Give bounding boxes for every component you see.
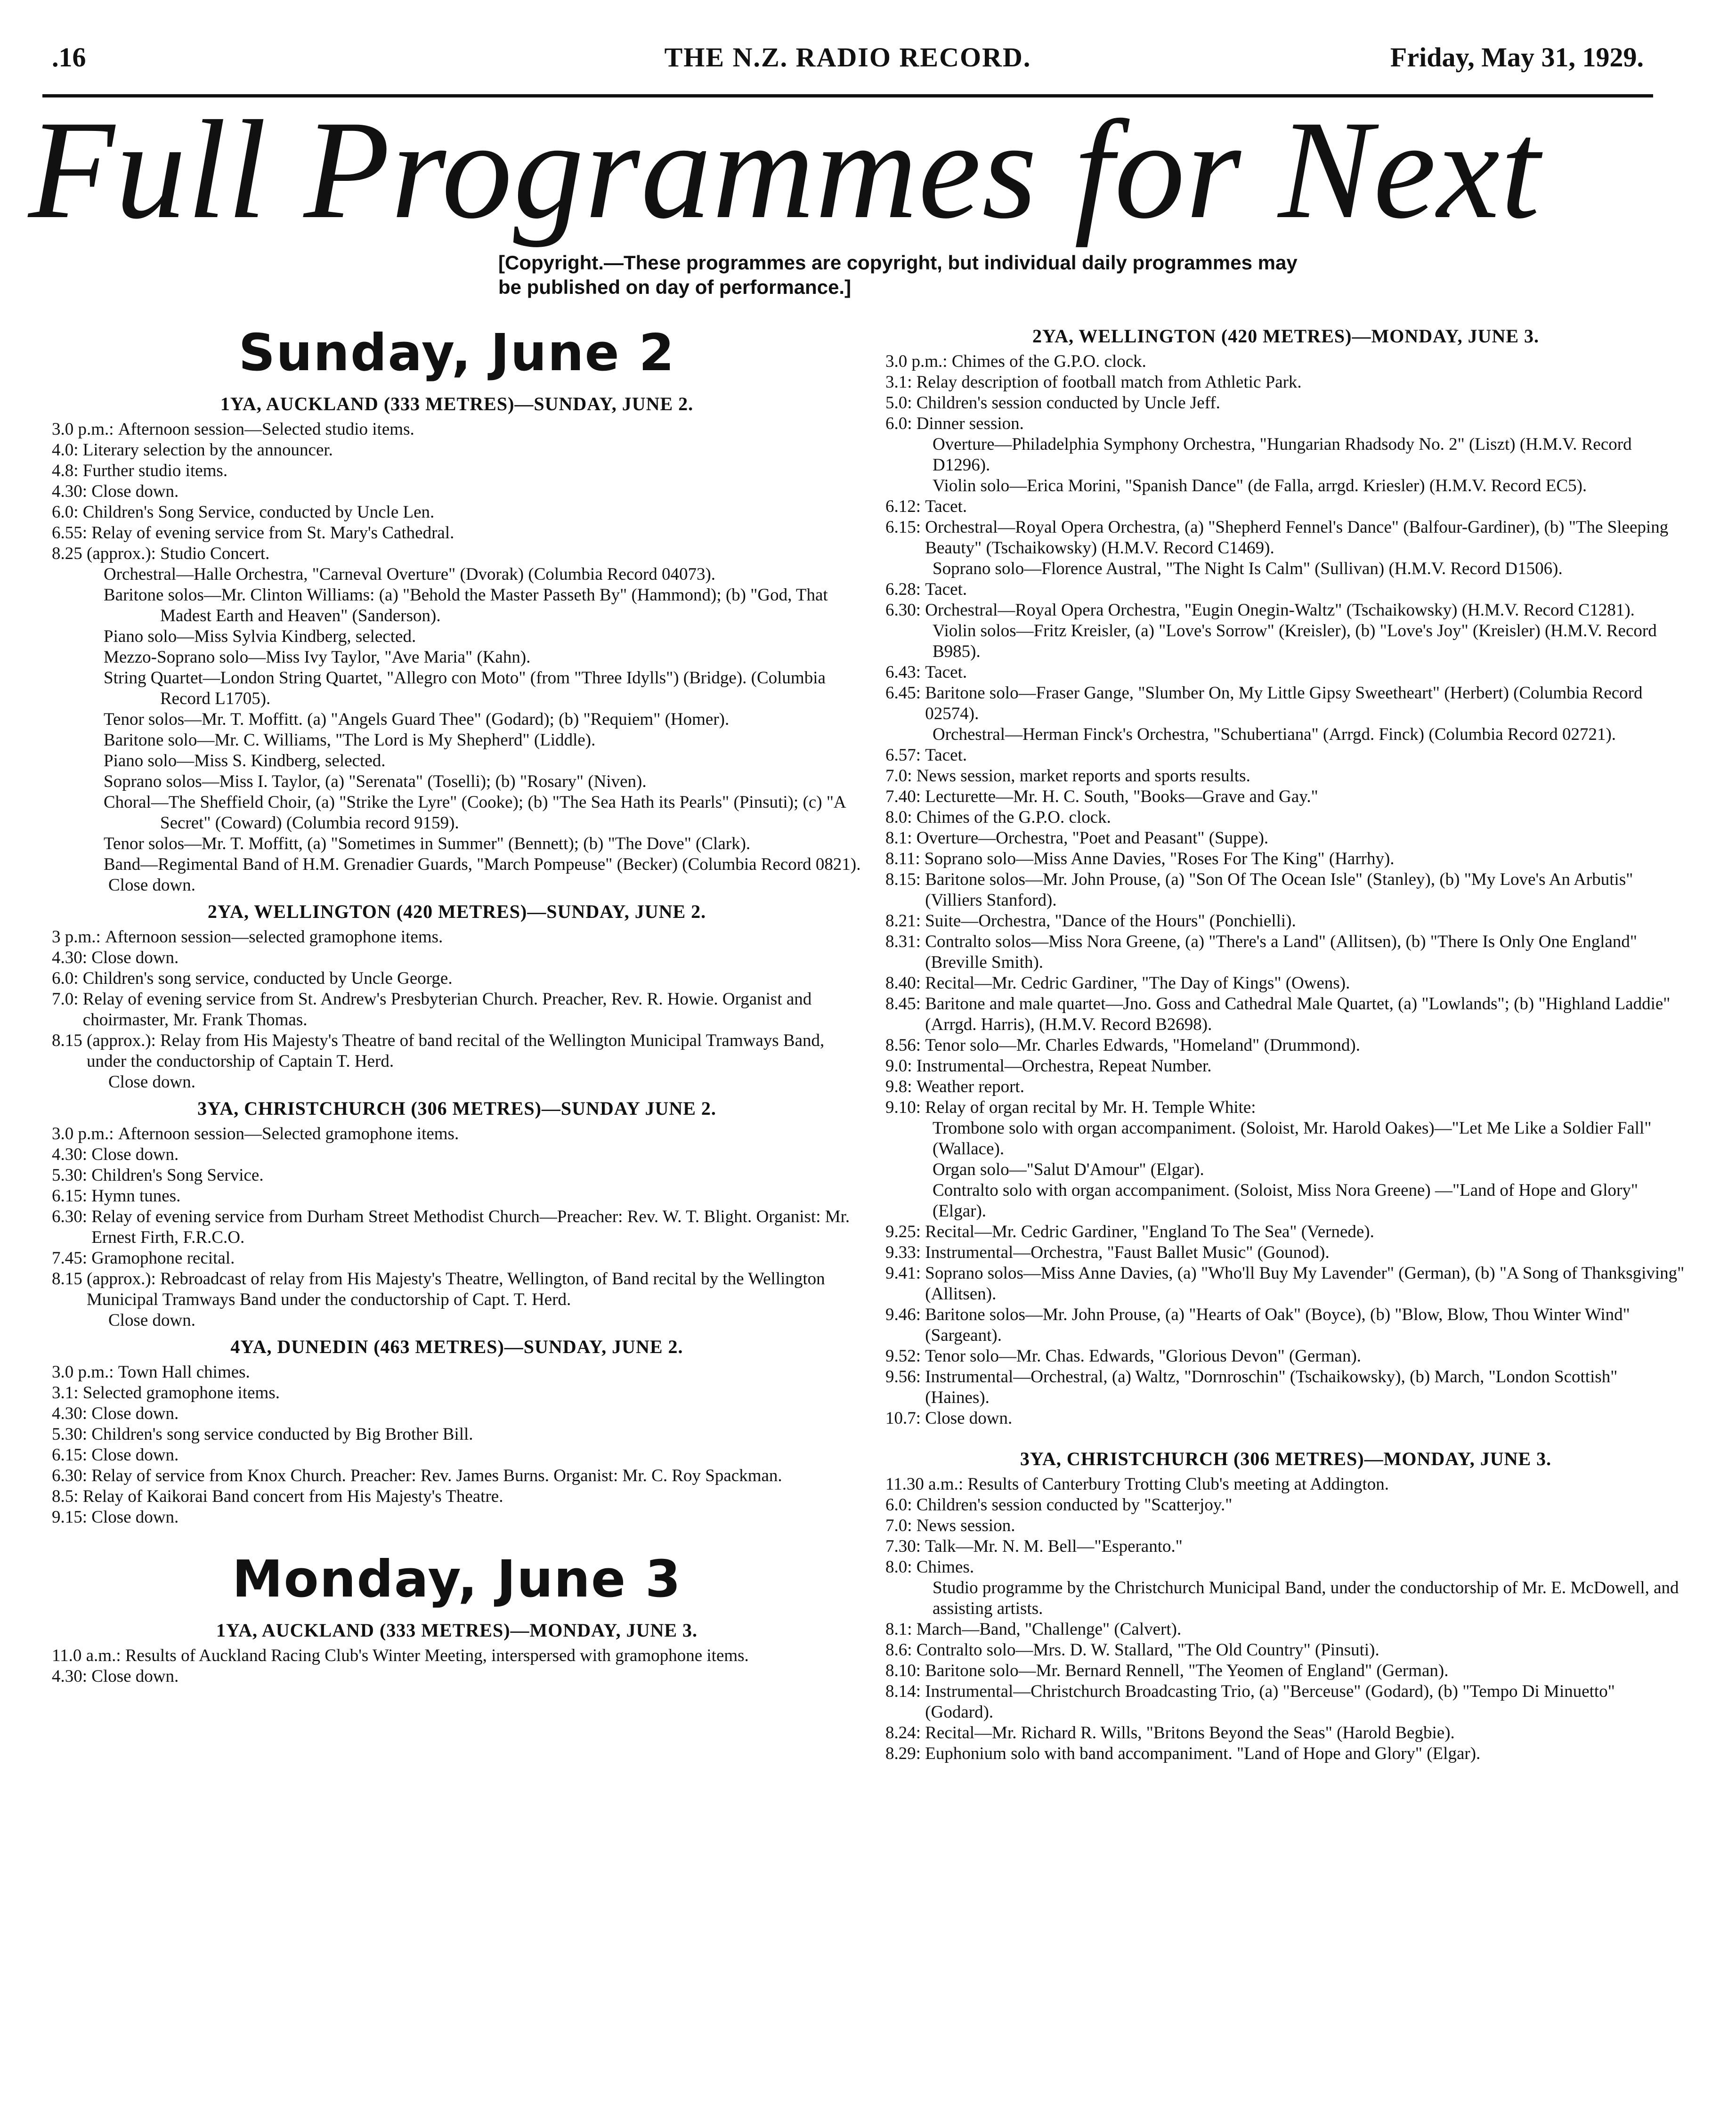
schedule-item — [885, 1346, 1686, 1367]
desc: Euphonium solo with band accompaniment. "Land of Hope and Glory" (Elgar). — [925, 1744, 1481, 1763]
desc: Contralto solos—Miss Nora Greene, (a) "There's a Land" (Allitsen), (b) "There Is Only One England" (Breville Smith). — [925, 932, 1638, 972]
desc: Trombone solo with organ accompaniment. (Soloist, Mr. Harold Oakes)—"Let Me Like a Soldier Fall" (Wallace). — [933, 1119, 1652, 1159]
time: 7.0: — [885, 1516, 912, 1535]
time: 3.0 p.m.: — [52, 420, 114, 439]
program-subitem — [885, 1578, 1686, 1619]
schedule-item — [885, 1661, 1686, 1681]
schedule-item — [52, 1030, 862, 1072]
time: 4.30: — [52, 482, 88, 501]
time: 3.1: — [52, 1383, 79, 1403]
schedule-item — [885, 1408, 1686, 1429]
program-subitem — [885, 724, 1686, 745]
schedule-item — [52, 1207, 862, 1248]
time: 3.0 p.m.: — [52, 1124, 114, 1143]
schedule-item — [885, 1077, 1686, 1097]
time: 8.6: — [885, 1640, 912, 1660]
desc: (approx.): Studio Concert. — [87, 544, 270, 563]
desc: Afternoon session—Selected studio items. — [118, 420, 414, 439]
right-column — [885, 320, 1686, 1764]
program-item: Soprano solos—Miss I. Taylor, (a) "Serenata" (Toselli); (b) "Rosary" (Niven). — [104, 772, 647, 791]
schedule-item — [885, 600, 1686, 621]
time: 8.29: — [885, 1744, 921, 1763]
time: 6.0: — [885, 1495, 912, 1515]
time: 7.45: — [52, 1249, 88, 1268]
desc: Talk—Mr. N. M. Bell—"Esperanto." — [925, 1537, 1183, 1556]
desc: Selected gramophone items. — [82, 1383, 280, 1403]
schedule-item — [52, 989, 862, 1030]
schedule-item — [52, 1124, 862, 1144]
desc: Close down. — [91, 482, 179, 501]
time: 6.30: — [52, 1466, 88, 1485]
time: 8.14: — [885, 1682, 921, 1701]
desc: Results of Auckland Racing Club's Winter Meeting, interspersed with gramophone items. — [125, 1646, 749, 1665]
schedule-item — [52, 1165, 862, 1186]
desc: Relay of organ recital by Mr. H. Temple White: — [925, 1098, 1256, 1117]
time: 11.30 a.m.: — [885, 1475, 964, 1494]
desc: Close down. — [91, 1667, 179, 1686]
desc: Town Hall chimes. — [118, 1362, 250, 1382]
time: 9.10: — [885, 1098, 921, 1117]
time: 8.1: — [885, 1620, 912, 1639]
desc: Children's song service, conducted by Uncle George. — [82, 969, 453, 988]
schedule-item — [885, 1242, 1686, 1263]
time: 6.15: — [52, 1186, 88, 1206]
headline: Full Programmes for Next — [28, 91, 1541, 248]
station-heading: 3YA, CHRISTCHURCH (306 METRES)—MONDAY, JUNE 3. — [1020, 1448, 1552, 1469]
schedule-item — [52, 1269, 862, 1310]
program-item: Tenor solos—Mr. T. Moffitt. (a) "Angels Guard Thee" (Godard); (b) "Requiem" (Homer). — [104, 710, 730, 729]
desc: Studio programme by the Christchurch Municipal Band, under the conductorship of Mr. E. McDowell, and assisting artists. — [933, 1578, 1679, 1618]
desc: Baritone solos—Mr. John Prouse, (a) "Hearts of Oak" (Boyce), (b) "Blow, Blow, Thou Winter Wind" (Sargeant). — [925, 1305, 1630, 1345]
desc: Close down. — [91, 1445, 179, 1465]
program-subitem — [885, 1180, 1686, 1222]
schedule-item — [52, 523, 862, 543]
time: 6.30: — [52, 1207, 88, 1226]
time: 7.40: — [885, 787, 921, 806]
program-item: Mezzo-Soprano solo—Miss Ivy Taylor, "Ave Maria" (Kahn). — [104, 648, 531, 667]
schedule-item — [52, 1362, 862, 1383]
schedule-item — [885, 413, 1686, 434]
schedule-item — [52, 927, 862, 948]
desc: (approx.): Relay from His Majesty's Theatre of band recital of the Wellington Municipal Tramways Band, under the conductorship of Captain T. Herd. — [87, 1031, 825, 1071]
desc: March—Band, "Challenge" (Calvert). — [916, 1620, 1182, 1639]
schedule-item — [885, 1367, 1686, 1408]
schedule-item — [885, 1035, 1686, 1056]
copyright-notice: [Copyright.—These programmes are copyright, but individual daily programmes may be published on day of performance.] — [498, 251, 1298, 298]
time: 7.30: — [885, 1537, 921, 1556]
program-subitem — [885, 621, 1686, 662]
desc: Tenor solo—Mr. Charles Edwards, "Homeland" (Drummond). — [925, 1036, 1360, 1055]
issue-date: Friday, May 31, 1929. — [1390, 42, 1644, 73]
desc: Orchestral—Royal Opera Orchestra, "Eugin Onegin-Waltz" (Tschaikowsky) (H.M.V. Record C1281). — [925, 600, 1635, 620]
schedule-list — [52, 1362, 862, 1528]
schedule-item — [885, 351, 1686, 372]
schedule-item — [885, 579, 1686, 600]
desc: Results of Canterbury Trotting Club's meeting at Addington. — [967, 1475, 1389, 1494]
schedule-item — [885, 496, 1686, 517]
desc: Overture—Philadelphia Symphony Orchestra, "Hungarian Rhadsody No. 2" (Liszt) (H.M.V. Record D1296). — [933, 435, 1632, 475]
time: 11.0 a.m.: — [52, 1646, 121, 1665]
program-item: Tenor solos—Mr. T. Moffitt, (a) "Sometimes in Summer" (Bennett); (b) "The Dove" (Clark). — [104, 834, 751, 853]
schedule-item — [885, 766, 1686, 786]
schedule-item — [52, 481, 862, 502]
desc: Close down. — [91, 948, 179, 967]
desc: Soprano solo—Miss Anne Davies, "Roses For The King" (Harrhy). — [924, 849, 1395, 868]
program-item: Baritone solos—Mr. Clinton Williams: (a) "Behold the Master Passeth By" (Hammond); (b) "God, That Madest Earth and Heaven" (Sanderson). — [104, 585, 828, 625]
desc: Soprano solo—Florence Austral, "The Night Is Calm" (Sullivan) (H.M.V. Record D1506). — [933, 559, 1563, 578]
desc: Relay of evening service from St. Mary's Cathedral. — [91, 523, 454, 543]
newspaper-title: THE N.Z. RADIO RECORD. — [664, 42, 1031, 73]
schedule-list — [52, 1646, 862, 1687]
desc: Orchestral—Royal Opera Orchestra, (a) "Shepherd Fennel's Dance" (Balfour-Gardiner), (b) "The Sleeping Beauty" (Tschaikowsky) (H.M.V. Record C1469). — [925, 518, 1669, 558]
desc: Baritone solo—Fraser Gange, "Slumber On, My Little Gipsy Sweetheart" (Herbert) (Columbia Record 02574). — [925, 683, 1643, 723]
desc: (approx.): Rebroadcast of relay from His Majesty's Theatre, Wellington, of Band recital by the Wellington Municipal Tramways Band under the conductorship of Capt. T. Herd. — [87, 1269, 825, 1309]
schedule-item — [885, 828, 1686, 849]
desc: Tenor solo—Mr. Chas. Edwards, "Glorious Devon" (German). — [925, 1346, 1362, 1366]
schedule-item — [52, 1403, 862, 1424]
time: 4.30: — [52, 1667, 88, 1686]
desc: Violin solos—Fritz Kreisler, (a) "Love's Sorrow" (Kreisler), (b) "Love's Joy" (Kreisler) (H.M.V. Record B985). — [933, 621, 1657, 661]
schedule-item — [885, 1557, 1686, 1578]
time: 8.21: — [885, 911, 921, 931]
schedule-item — [52, 440, 862, 461]
time: 9.52: — [885, 1346, 921, 1366]
time: 9.8: — [885, 1077, 912, 1096]
schedule-list — [52, 419, 862, 896]
schedule-item — [885, 662, 1686, 683]
time: 6.15: — [52, 1445, 88, 1465]
schedule-item — [52, 1424, 862, 1445]
schedule-item — [885, 911, 1686, 932]
desc: Children's session conducted by "Scatterjoy." — [916, 1495, 1233, 1515]
time: 9.25: — [885, 1222, 921, 1241]
schedule-item — [885, 745, 1686, 766]
time: 5.30: — [52, 1425, 88, 1444]
schedule-item — [52, 1646, 862, 1666]
station-heading: 1YA, AUCKLAND (333 METRES)—SUNDAY, JUNE 2. — [220, 393, 694, 414]
program-item: Choral—The Sheffield Choir, (a) "Strike the Lyre" (Cooke); (b) "The Sea Hath its Pearls" (Pinsuti); (c) "A Secret" (Coward) (Columbia record 9159). — [104, 793, 845, 833]
schedule-item — [52, 968, 862, 989]
desc: Contralto solo—Mrs. D. W. Stallard, "The Old Country" (Pinsuti). — [916, 1640, 1379, 1660]
time: 8.15 — [52, 1269, 82, 1289]
schedule-list — [52, 927, 862, 1093]
station-heading: 2YA, WELLINGTON (420 METRES)—SUNDAY, JUNE 2. — [207, 901, 706, 922]
time: 8.0: — [885, 1557, 912, 1577]
time: 6.0: — [885, 414, 912, 433]
schedule-item — [885, 1474, 1686, 1495]
schedule-item — [885, 973, 1686, 994]
station-heading: 2YA, WELLINGTON (420 METRES)—MONDAY, JUNE 3. — [1032, 325, 1540, 347]
time: 8.5: — [52, 1487, 79, 1506]
schedule-item — [885, 683, 1686, 724]
close-down: Close down. — [108, 876, 195, 895]
schedule-item — [885, 1516, 1686, 1536]
time: 5.30: — [52, 1166, 88, 1185]
page-header — [42, 38, 1653, 97]
desc: Lecturette—Mr. H. C. South, "Books—Grave and Gay." — [925, 787, 1318, 806]
desc: Hymn tunes. — [91, 1186, 181, 1206]
schedule-item — [885, 1681, 1686, 1723]
program-subitem — [885, 1159, 1686, 1180]
program-subitem — [885, 434, 1686, 476]
schedule-item — [885, 1305, 1686, 1346]
time: 4.30: — [52, 1145, 88, 1164]
schedule-item — [52, 543, 862, 564]
desc: Recital—Mr. Richard R. Wills, "Britons Beyond the Seas" (Harold Begbie). — [925, 1723, 1455, 1743]
time: 5.0: — [885, 393, 912, 413]
schedule-item — [52, 1186, 862, 1207]
time: 6.12: — [885, 497, 921, 516]
close-down: Close down. — [108, 1072, 195, 1092]
desc: Tacet. — [925, 746, 967, 765]
time: 9.56: — [885, 1367, 921, 1386]
day-heading-monday: Monday, June 3 — [232, 1550, 681, 1609]
schedule-item — [885, 869, 1686, 911]
desc: Baritone solos—Mr. John Prouse, (a) "Son Of The Ocean Isle" (Stanley), (b) "My Love's An Arbutis" (Villiers Stanford). — [925, 870, 1633, 910]
time: 6.43: — [885, 663, 921, 682]
schedule-item — [885, 932, 1686, 973]
schedule-item — [52, 1445, 862, 1466]
desc: Instrumental—Orchestra, "Faust Ballet Music" (Gounod). — [925, 1243, 1330, 1262]
time: 7.0: — [52, 989, 79, 1009]
desc: Suite—Orchestra, "Dance of the Hours" (Ponchielli). — [925, 911, 1296, 931]
program-subitem — [885, 559, 1686, 579]
desc: Close down. — [91, 1404, 179, 1423]
time: 4.8: — [52, 461, 79, 480]
schedule-item — [885, 1263, 1686, 1305]
time: 6.30: — [885, 600, 921, 620]
desc: Relay of service from Knox Church. Preacher: Rev. James Burns. Organist: Mr. C. Roy Spackman. — [91, 1466, 782, 1485]
time: 8.10: — [885, 1661, 921, 1680]
desc: Overture—Orchestra, "Poet and Peasant" (Suppe). — [916, 828, 1269, 848]
desc: Tacet. — [925, 663, 967, 682]
time: 9.0: — [885, 1056, 912, 1076]
time: 6.55: — [52, 523, 88, 543]
time: 4.0: — [52, 440, 79, 460]
program-item: Piano solo—Miss S. Kindberg, selected. — [104, 751, 386, 770]
desc: Literary selection by the announcer. — [82, 440, 333, 460]
time: 8.24: — [885, 1723, 921, 1743]
schedule-item — [52, 948, 862, 968]
time: 9.15: — [52, 1508, 88, 1527]
desc: News session. — [916, 1516, 1015, 1535]
desc: Relay of evening service from Durham Street Methodist Church—Preacher: Rev. W. T. Blight. Organist: Mr. Ernest Firth, F.R.C.O. — [91, 1207, 850, 1247]
program-item: Orchestral—Halle Orchestra, "Carneval Overture" (Dvorak) (Columbia Record 04073). — [104, 565, 716, 584]
schedule-item — [885, 393, 1686, 413]
station-heading: 1YA, AUCKLAND (333 METRES)—MONDAY, JUNE 3. — [216, 1620, 698, 1641]
schedule-item — [885, 1640, 1686, 1661]
time: 9.33: — [885, 1243, 921, 1262]
program-item: Band—Regimental Band of H.M. Grenadier Guards, "March Pompeuse" (Becker) (Columbia Record 0821). — [104, 855, 861, 874]
page-number: .16 — [52, 42, 86, 73]
time: 6.45: — [885, 683, 921, 703]
schedule-item — [885, 1743, 1686, 1764]
desc: Baritone solo—Mr. Bernard Rennell, "The Yeomen of England" (German). — [925, 1661, 1449, 1680]
time: 8.31: — [885, 932, 921, 951]
desc: Children's song service conducted by Big Brother Bill. — [91, 1425, 473, 1444]
desc: Tacet. — [925, 497, 967, 516]
day-heading-sunday: Sunday, June 2 — [238, 324, 675, 382]
desc: Contralto solo with organ accompaniment. (Soloist, Miss Nora Greene) —"Land of Hope and Glory" (Elgar). — [933, 1181, 1638, 1221]
left-column — [52, 320, 862, 1687]
desc: Further studio items. — [82, 461, 228, 480]
time: 8.11: — [885, 849, 920, 868]
schedule-item — [885, 1097, 1686, 1118]
desc: Close down. — [91, 1145, 179, 1164]
station-heading: 3YA, CHRISTCHURCH (306 METRES)—SUNDAY JUNE 2. — [197, 1098, 716, 1119]
desc: Organ solo—"Salut D'Amour" (Elgar). — [933, 1160, 1204, 1179]
time: 3.0 p.m.: — [885, 352, 948, 371]
schedule-item — [52, 502, 862, 523]
time: 4.30: — [52, 948, 88, 967]
program-subitem — [885, 476, 1686, 496]
schedule-item — [885, 1056, 1686, 1077]
time: 9.41: — [885, 1264, 921, 1283]
program-item: Baritone solo—Mr. C. Williams, "The Lord is My Shepherd" (Liddle). — [104, 730, 596, 750]
time: 6.28: — [885, 580, 921, 599]
schedule-item — [885, 1619, 1686, 1640]
desc: Instrumental—Christchurch Broadcasting Trio, (a) "Berceuse" (Godard), (b) "Tempo Di Minuetto" (Godard). — [925, 1682, 1615, 1722]
time: 8.45: — [885, 994, 921, 1013]
desc: Close down. — [925, 1409, 1013, 1428]
time: 7.0: — [885, 766, 912, 786]
schedule-item — [52, 1248, 862, 1269]
desc: Weather report. — [916, 1077, 1024, 1096]
time: 10.7: — [885, 1409, 921, 1428]
desc: Chimes of the G.P.O. clock. — [916, 808, 1111, 827]
time: 8.15: — [885, 870, 921, 889]
schedule-list — [52, 1124, 862, 1331]
time: 8.1: — [885, 828, 912, 848]
schedule-item — [52, 1486, 862, 1507]
schedule-item — [885, 1222, 1686, 1242]
program-item: String Quartet—London String Quartet, "Allegro con Moto" (from "Three Idylls") (Bridge). (Columbia Record L1705). — [104, 668, 826, 708]
desc: Children's Song Service. — [91, 1166, 264, 1185]
desc: Baritone and male quartet—Jno. Goss and Cathedral Male Quartet, (a) "Lowlands"; (b) "Highland Laddie" (Arrgd. Harris), (H.M.V. Record B2698). — [925, 994, 1671, 1034]
desc: Recital—Mr. Cedric Gardiner, "England To The Sea" (Vernede). — [925, 1222, 1374, 1241]
time: 8.40: — [885, 973, 921, 993]
schedule-item — [885, 372, 1686, 393]
desc: Instrumental—Orchestra, Repeat Number. — [916, 1056, 1212, 1076]
schedule-item — [52, 461, 862, 481]
schedule-item — [52, 1666, 862, 1687]
desc: Afternoon session—selected gramophone items. — [105, 927, 443, 947]
schedule-item — [885, 994, 1686, 1035]
desc: Instrumental—Orchestral, (a) Waltz, "Dornroschin" (Tschaikowsky), (b) March, "London Scottish" (Haines). — [925, 1367, 1618, 1407]
schedule-item — [52, 1144, 862, 1165]
station-heading: 4YA, DUNEDIN (463 METRES)—SUNDAY, JUNE 2. — [230, 1336, 683, 1357]
program-subitem — [885, 1118, 1686, 1159]
schedule-item — [885, 1495, 1686, 1516]
desc: Children's Song Service, conducted by Uncle Len. — [82, 503, 435, 522]
schedule-item — [885, 1536, 1686, 1557]
desc: Chimes. — [916, 1557, 974, 1577]
desc: Afternoon session—Selected gramophone items. — [118, 1124, 459, 1143]
desc: Relay description of football match from Athletic Park. — [916, 373, 1302, 392]
desc: Children's session conducted by Uncle Jeff. — [916, 393, 1220, 413]
desc: Relay of Kaikorai Band concert from His Majesty's Theatre. — [82, 1487, 503, 1506]
time: 6.57: — [885, 746, 921, 765]
time: 8.56: — [885, 1036, 921, 1055]
time: 8.0: — [885, 808, 912, 827]
schedule-item — [52, 1466, 862, 1486]
close-down: Close down. — [108, 1311, 195, 1330]
time: 6.0: — [52, 503, 79, 522]
desc: Gramophone recital. — [91, 1249, 235, 1268]
schedule-item — [885, 517, 1686, 559]
schedule-list — [885, 1474, 1686, 1764]
time: 4.30: — [52, 1404, 88, 1423]
time: 6.0: — [52, 969, 79, 988]
time: 8.15 — [52, 1031, 82, 1050]
schedule-item — [52, 419, 862, 440]
schedule-item — [52, 1383, 862, 1403]
time: 3 p.m.: — [52, 927, 101, 947]
desc: News session, market reports and sports results. — [916, 766, 1250, 786]
program-item: Piano solo—Miss Sylvia Kindberg, selected. — [104, 627, 416, 646]
time: 3.1: — [885, 373, 912, 392]
schedule-item — [885, 807, 1686, 828]
desc: Recital—Mr. Cedric Gardiner, "The Day of Kings" (Owens). — [925, 973, 1350, 993]
time: 9.46: — [885, 1305, 921, 1324]
time: 3.0 p.m.: — [52, 1362, 114, 1382]
desc: Dinner session. — [916, 414, 1024, 433]
desc: Close down. — [91, 1508, 179, 1527]
schedule-item — [52, 1507, 862, 1528]
desc: Violin solo—Erica Morini, "Spanish Dance" (de Falla, arrgd. Kriesler) (H.M.V. Record EC5). — [933, 476, 1587, 495]
desc: Relay of evening service from St. Andrew's Presbyterian Church. Preacher, Rev. R. Howie. Organist and choirmaster, Mr. Frank Thomas. — [82, 989, 812, 1030]
desc: Orchestral—Herman Finck's Orchestra, "Schubertiana" (Arrgd. Finck) (Columbia Record 02721). — [933, 725, 1616, 744]
time: 6.15: — [885, 518, 921, 537]
desc: Soprano solos—Miss Anne Davies, (a) "Who'll Buy My Lavender" (German), (b) "A Song of Thanksgiving" (Allitsen). — [925, 1264, 1685, 1304]
schedule-item — [885, 1723, 1686, 1743]
time: 8.25 — [52, 544, 82, 563]
schedule-item — [885, 849, 1686, 869]
schedule-item — [885, 786, 1686, 807]
desc: Chimes of the G.P.O. clock. — [951, 352, 1146, 371]
desc: Tacet. — [925, 580, 967, 599]
schedule-list — [885, 351, 1686, 1429]
